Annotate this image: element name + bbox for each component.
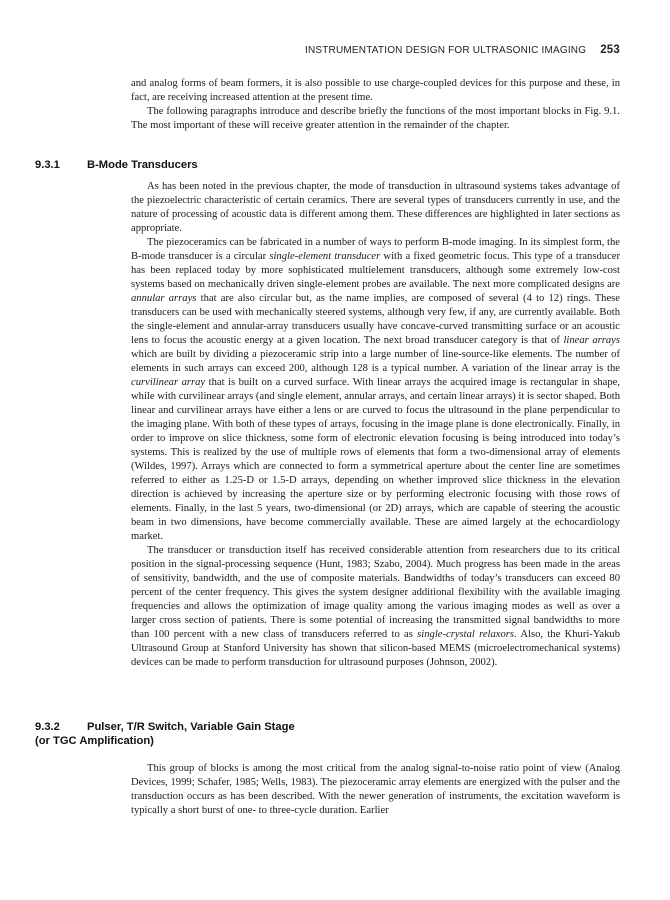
term-curvilinear-array: curvilinear array: [131, 377, 206, 388]
page-number: 253: [600, 44, 620, 56]
term-linear-arrays: linear arrays: [563, 335, 620, 346]
section-title-line-2: (or TGC Amplification): [35, 735, 154, 747]
paragraph-2: [131, 236, 620, 544]
term-annular-arrays: annular arrays: [131, 293, 197, 304]
section-heading-9-3-1: [35, 158, 620, 172]
text-run: that are also circular but, as the name implies, are composed of several (4 to 12) rings. These transducers can be used with mechanically steered systems, although very few, if any, are currently available. Both the single-element and annular-array transducers usually have concave-curved transmitting surface or an acoustic lens to focus the acoustic energy at a given location. The next broad transducer category is that of: [131, 293, 620, 346]
text-run: . Also, the Khuri-Yakub Ultrasound Group at Stanford University has shown that silicon-based MEMS (microelectromechanical systems) devices can be made to perform transduction for ultrasound purposes (Johnson, 2002).: [131, 629, 620, 668]
intro-paragraph-1: and analog forms of beam formers, it is also possible to use charge-coupled devices for this purpose and these, in fact, are receiving increased attention at the present time.: [131, 78, 620, 103]
running-head: [0, 44, 620, 56]
section-heading-9-3-2: [35, 720, 620, 748]
term-single-crystal-relaxors: single-crystal relaxors: [417, 629, 515, 640]
section-number: 9.3.2: [35, 721, 60, 733]
running-title: INSTRUMENTATION DESIGN FOR ULTRASONIC IMAGING: [304, 45, 587, 56]
intro-paragraph-2: The following paragraphs introduce and describe briefly the functions of the most important blocks in Fig. 9.1. The most important of these will receive greater attention in the remainder of the chapter.: [131, 106, 620, 131]
text-run: The piezoceramics can be fabricated in a number of ways to perform B-mode imaging. In its simplest form, the B-mode transducer is a circular: [131, 237, 620, 262]
paragraph-1: This group of blocks is among the most critical from the analog signal-to-noise ratio point of view (Analog Devices, 1999; Schafer, 1985; Wells, 1983). The piezoceramic array elements are energized with the pulser and the transduction occurs as has been described. With the newer generation of instruments, the excitation waveform is typically a short burst of one- to three-cycle duration. Earlier: [131, 763, 620, 816]
intro-block: [131, 77, 620, 133]
section-number: 9.3.1: [35, 159, 60, 171]
section-9-3-1-body: [131, 180, 620, 670]
text-run: The transducer or transduction itself has received considerable attention from researchers due to its critical position in the signal-processing sequence (Hunt, 1983; Szabo, 2004). Much progress has been made in the areas of sensitivity, bandwidth, and the use of composite materials. Bandwidths of today’s transducers can exceed 80 percent of the center frequency. This gives the system designer additional flexibility with the available imaging frequencies and allows the optimization of image quality among the various imaging modes as well as over a larger cross section of patients. There is some potential of increasing the transmitted signal bandwidths to more than 100 percent with a new class of transducers referred to as: [131, 545, 620, 640]
paragraph-1: As has been noted in the previous chapter, the mode of transduction in ultrasound systems takes advantage of the piezoelectric characteristic of certain ceramics. There are several types of transducers currently in use, and the nature of processing of acoustic data is different among them. These differences are highlighted in later sections as appropriate.: [131, 181, 620, 234]
text-run: which are built by dividing a piezoceramic strip into a large number of line-source-like elements. The number of elements in such arrays can exceed 200, although 128 is a typical number. A variation of the linear array is the: [131, 349, 620, 374]
section-title: B-Mode Transducers: [87, 159, 198, 171]
text-run: with a fixed geometric focus. This type of a transducer has been replaced today by more sophisticated multielement transducers, although some extremely low-cost systems based on mechanically driven single-element probes are available. The next more complicated designs are: [131, 251, 620, 290]
term-single-element-transducer: single-element transducer: [269, 251, 381, 262]
section-title-line-1: Pulser, T/R Switch, Variable Gain Stage: [87, 721, 295, 733]
paragraph-3: [131, 544, 620, 670]
section-9-3-2-body: [131, 762, 620, 818]
text-run: that is built on a curved surface. With linear arrays the acquired image is rectangular in shape, while with curvilinear arrays (and single element, annular arrays, and certain linear arrays) it is sector shaped. Both linear and curvilinear arrays have either a lens or are curved to focus the ultrasound in the plane perpendicular to the imaging plane. With both of these types of arrays, focusing in the image plane is done electronically. Finally, in order to improve on slice thickness, some form of electronic elevation focusing is being introduced into today’s systems. This is realized by the use of multiple rows of elements that form a two-dimensional array of elements (Wildes, 1997). Arrays which are connected to form a symmetrical aperture about the center line are sometimes referred to either as 1.25-D or 1.5-D arrays, depending on whether improved slice thickness in the elevation direction is achieved by increasing the aperture size or by performing electronic focusing with those rows of elements. Finally, in the last 5 years, two-dimensional (or 2D) arrays, which are capable of steering the acoustic beam in two dimensions, have become commercially available. These are aimed largely at the echocardiology market.: [131, 377, 620, 542]
